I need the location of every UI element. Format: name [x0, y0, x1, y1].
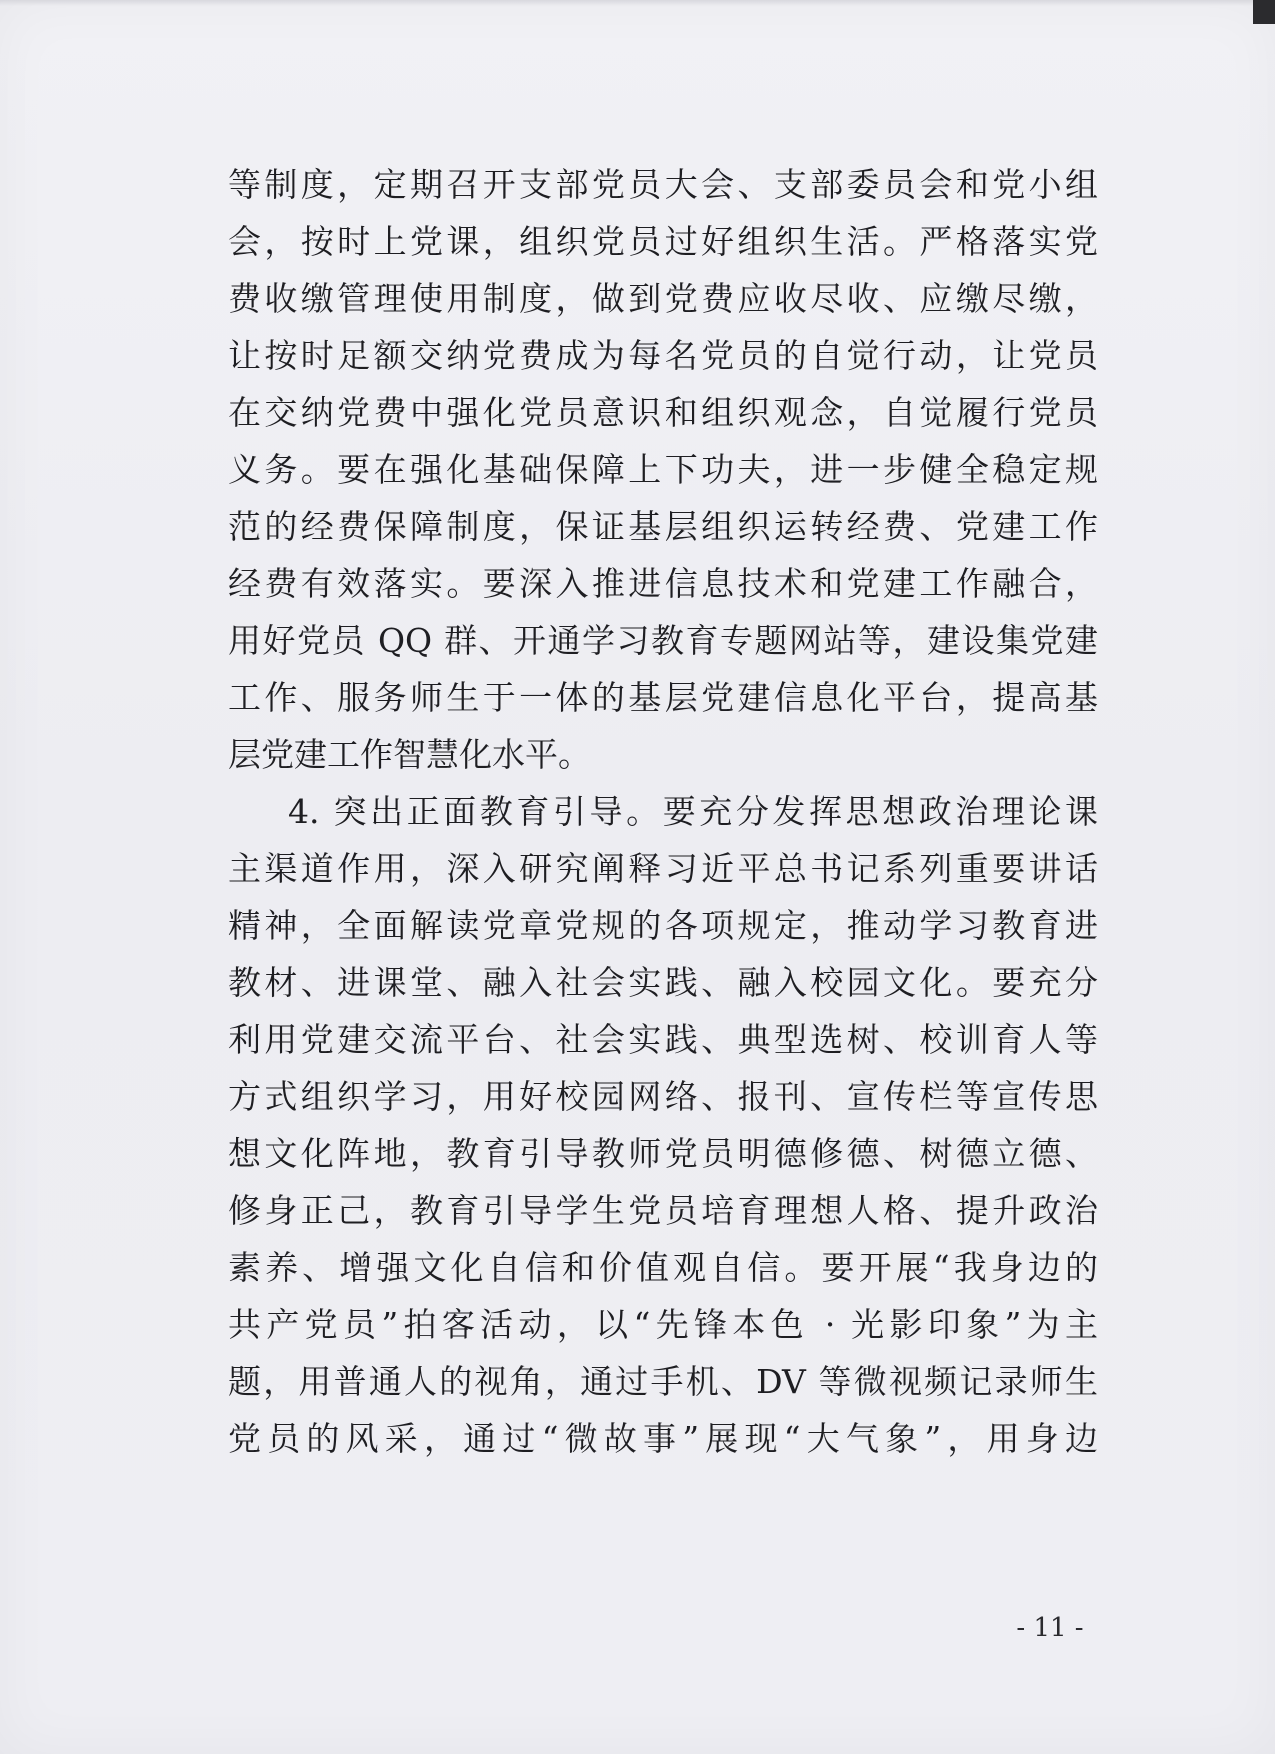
text-line: 让按时足额交纳党费成为每名党员的自觉行动，让党员 [228, 336, 1098, 375]
text-line: 想文化阵地，教育引导教师党员明德修德、树德立德、 [228, 1134, 1098, 1173]
text-line: 共产党员”拍客活动，以“先锋本色 · 光影印象”为主 [228, 1305, 1098, 1344]
paragraph-heading-line: 4. 突出正面教育引导。要充分发挥思想政治理论课 [288, 792, 1098, 831]
text-line: 利用党建交流平台、社会实践、典型选树、校训育人等 [228, 1020, 1098, 1059]
text-line: 教材、进课堂、融入社会实践、融入校园文化。要充分 [228, 963, 1098, 1002]
page-number: - 11 - [1016, 1613, 1084, 1643]
text-line: 等制度，定期召开支部党员大会、支部委员会和党小组 [228, 165, 1098, 204]
text-line: 精神，全面解读党章党规的各项规定，推动学习教育进 [228, 906, 1098, 945]
text-line: 会，按时上党课，组织党员过好组织生活。严格落实党 [228, 222, 1098, 261]
text-line: 层党建工作智慧化水平。 [228, 735, 591, 774]
text-line: 费收缴管理使用制度，做到党费应收尽收、应缴尽缴， [228, 279, 1098, 318]
text-line: 用好党员 QQ 群、开通学习教育专题网站等，建设集党建 [228, 621, 1098, 660]
text-line: 党员的风采，通过“微故事”展现“大气象”，用身边 [228, 1419, 1098, 1458]
scan-corner-mark [1253, 0, 1275, 24]
text-line: 方式组织学习，用好校园网络、报刊、宣传栏等宣传思 [228, 1077, 1098, 1116]
text-line: 在交纳党费中强化党员意识和组织观念，自觉履行党员 [228, 393, 1098, 432]
text-line: 义务。要在强化基础保障上下功夫，进一步健全稳定规 [228, 450, 1098, 489]
text-line: 素养、增强文化自信和价值观自信。要开展“我身边的 [228, 1248, 1098, 1287]
text-line: 修身正己，教育引导学生党员培育理想人格、提升政治 [228, 1191, 1098, 1230]
text-line: 工作、服务师生于一体的基层党建信息化平台，提高基 [228, 678, 1098, 717]
scan-edge [0, 0, 1275, 6]
text-line: 经费有效落实。要深入推进信息技术和党建工作融合， [228, 564, 1098, 603]
text-line: 范的经费保障制度，保证基层组织运转经费、党建工作 [228, 507, 1098, 546]
text-line: 题，用普通人的视角，通过手机、DV 等微视频记录师生 [228, 1362, 1098, 1401]
text-line: 主渠道作用，深入研究阐释习近平总书记系列重要讲话 [228, 849, 1098, 888]
